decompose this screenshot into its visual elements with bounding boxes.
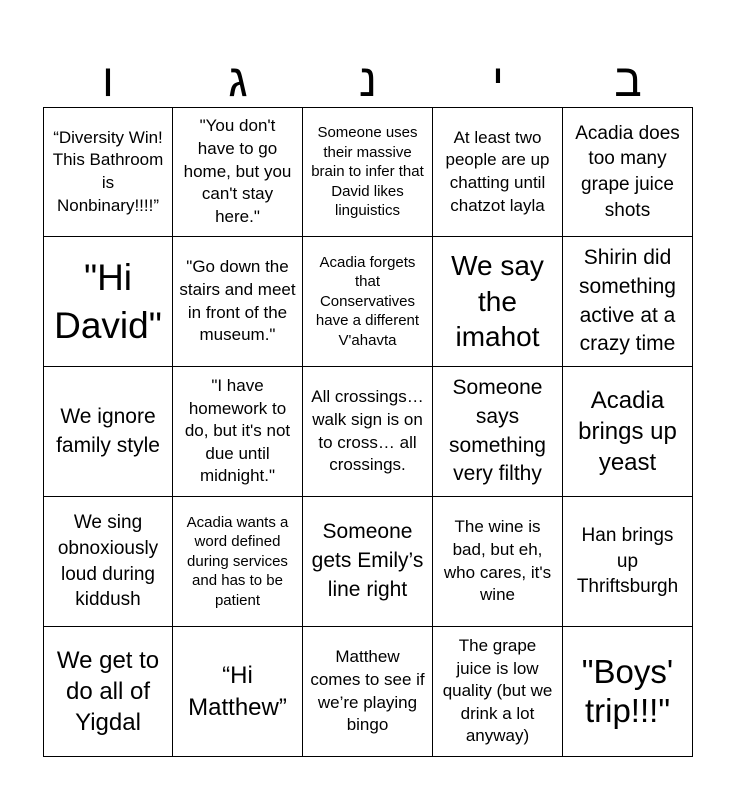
bingo-cell[interactable]: "I have homework to do, but it's not due until midnight." xyxy=(173,367,303,497)
bingo-cell[interactable]: At least two people are up chatting until chatzot layla xyxy=(433,107,563,237)
bingo-cell[interactable]: Someone uses their massive brain to infer that David likes linguistics xyxy=(303,107,433,237)
bingo-header xyxy=(43,52,693,108)
bingo-cell[interactable]: Han brings up Thriftsburgh xyxy=(563,497,693,627)
bingo-cell[interactable]: Someone gets Emily’s line right xyxy=(303,497,433,627)
bingo-cell[interactable]: Acadia wants a word defined during services and has to be patient xyxy=(173,497,303,627)
bingo-cell[interactable]: We get to do all of Yigdal xyxy=(43,627,173,757)
bingo-cell[interactable]: "Hi David" xyxy=(43,237,173,367)
header-letter-bet: ב xyxy=(614,54,642,106)
bingo-cell[interactable]: Acadia brings up yeast xyxy=(563,367,693,497)
bingo-cell[interactable]: The wine is bad, but eh, who cares, it's wine xyxy=(433,497,563,627)
bingo-cell[interactable]: "Go down the stairs and meet in front of the museum." xyxy=(173,237,303,367)
bingo-cell[interactable]: We say the imahot xyxy=(433,237,563,367)
header-letter-vav: ו xyxy=(102,54,114,106)
header-letter-nun: נ xyxy=(359,54,377,106)
bingo-cell[interactable]: We sing obnoxiously loud during kiddush xyxy=(43,497,173,627)
bingo-cell[interactable]: All crossings… walk sign is on to cross… all crossings. xyxy=(303,367,433,497)
bingo-cell[interactable]: Acadia does too many grape juice shots xyxy=(563,107,693,237)
header-letter-yod: י xyxy=(492,54,504,106)
bingo-cell[interactable]: “Diversity Win! This Bathroom is Nonbinary!!!!” xyxy=(43,107,173,237)
bingo-cell[interactable]: “Hi Matthew” xyxy=(173,627,303,757)
bingo-cell[interactable]: Acadia forgets that Conservatives have a different V'ahavta xyxy=(303,237,433,367)
bingo-cell[interactable]: Shirin did something active at a crazy time xyxy=(563,237,693,367)
bingo-cell[interactable]: We ignore family style xyxy=(43,367,173,497)
bingo-cell[interactable]: "You don't have to go home, but you can't stay here." xyxy=(173,107,303,237)
bingo-cell[interactable]: Matthew comes to see if we’re playing bingo xyxy=(303,627,433,757)
bingo-cell[interactable]: "Boys' trip!!!" xyxy=(563,627,693,757)
bingo-cell[interactable]: Someone says something very filthy xyxy=(433,367,563,497)
bingo-cell[interactable]: The grape juice is low quality (but we drink a lot anyway) xyxy=(433,627,563,757)
bingo-grid xyxy=(43,107,693,757)
header-letter-gimel: ג xyxy=(228,54,248,106)
